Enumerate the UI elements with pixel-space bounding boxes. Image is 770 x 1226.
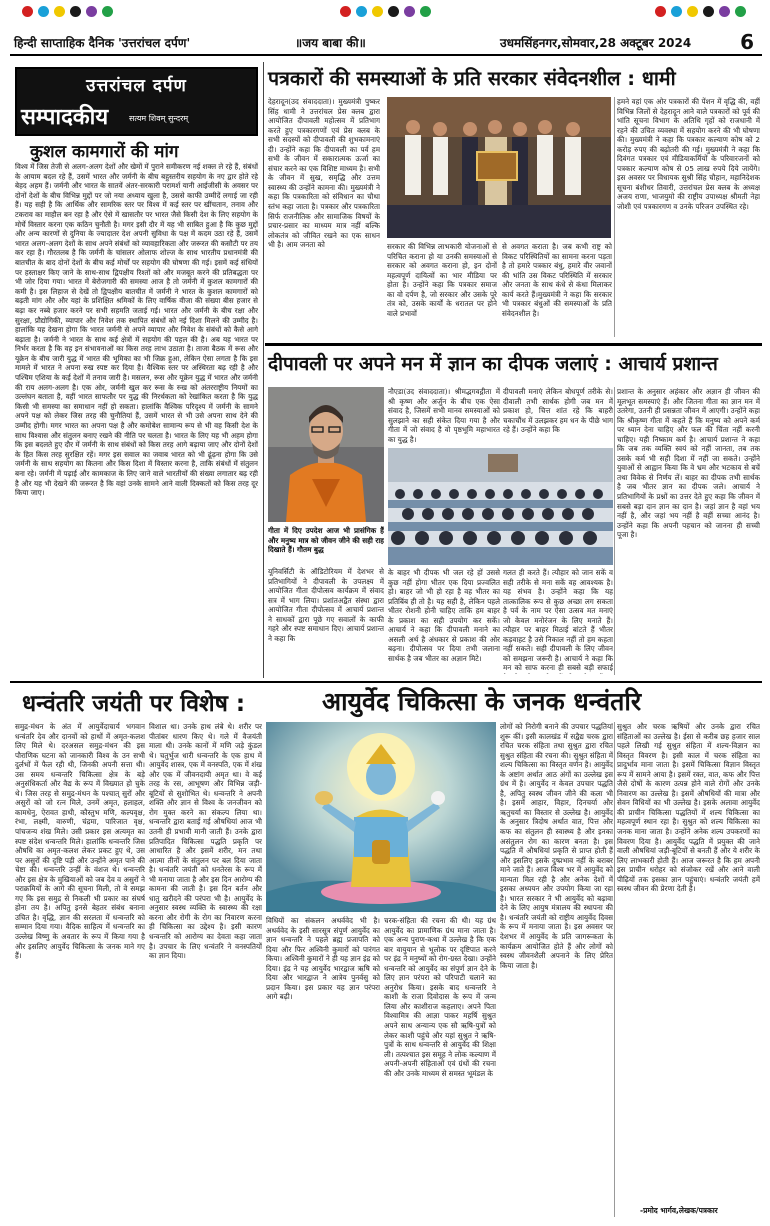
article-dhanvantari-rule — [10, 681, 762, 683]
article-journalists-col3b: से अवगत कराता है। जब कभी राष्ट्र को विकट परिस्थितियों का सामना करना पड़ता है तो हमारे पत्रकार बंधु, हमारे वीर जवानों की भांति उस विकट परिस्थिति में सरकार और जनता के साथ कंधे से कंधा मिलाकर कार्य करते हैं।मुख्यमंत्री ने कहा कि सरकार भी पत्रकार बंधुओं की समस्याओं के प्रति संवेदनशील है। — [502, 242, 612, 318]
registration-dots-right — [655, 6, 746, 17]
article-dhanvantari-headline: आयुर्वेद चिकित्सा के जनक धन्वंतरि — [322, 687, 642, 716]
article-acharya-col2: नौएडा(उद संवाददाता)। श्रीमद्भगवद्गीता में श्री कृष्ण और अर्जुन के बीच एक ऐसा संवाद है, जिसमें सभी मानव समस्याओं को सुलझाने का सही संकेत दिया गया है और गीता में जो संवाद है वो पृष्ठभूमि महाभारत का युद्ध है। — [388, 387, 500, 444]
article-dhanvantari-col1: समुद्र-मंथन के अंत में आयुर्वेदाचार्य भगवान धन्वंतरि देव और दानवों को हाथों में अमृत-कलश लिए मिले थे। दरअसल समुद्र-मंथन की इस पौराणिक घटना को जानकारी विश्व के उन सभी दुर्लभों में फैल रही थी, जिनकी अपनी सत्ता थी। उस समय धन्वन्तरि चिकित्सा क्षेत्र के बड़े अनुसंधिकर्ता और वैद्य के रूप में विख्यात हो चुके थे। जिस तरह से समुद्र-मंथन के पश्चात् सुरों और असुरों को जो रत्न मिले, उनमें अमृत, हलाहल, कामधेनु, ऐरावत हाथी, कौस्तुभ मणि, कल्पवृक्ष, रंभा, लक्ष्मी, वारुणी, चंद्रमा, पारिजात वृक्ष, पांचजन्य शंख मिले। उसी प्रकार इस अत्यमृत का स्पष्ट संदेश धन्वन्तरि मिले। हालांकि धन्वन्तरि जिस औषधि का अमृत-कलश लेकर प्रकट हुए थे, उस पर असुरों की दृष्टि पड़ी और उन्होंने अमृत पाने की चेष्टा की। धन्वन्तरि उन्हीं के वंशज थे। धन्वन्तरि और इस क्षेत्र के मुखियाओं को जब देव व असुरों ने पराक्रमियों के आगे की सूचना मिली, तो वे समझ गए कि इस समुद्र से निकली भी प्रकार का संघर्ष होना तय है। अपितु इनसे बेहतर संबंध बनाना उचित है। वृद्धि, ज्ञान की सरलता में धन्वन्तरि को सम्मान दिया गया। वैदिक साहित्य में धन्वन्तरि का उल्लेख विष्णु के अवतार के रूप में किया गया है और इसलिए आयुर्वेद चिकित्सा के जनक माने गए हैं। — [15, 722, 145, 961]
registration-dots-left — [22, 6, 113, 17]
article-dhanvantari-col2: विशाल था। उनके हाथ लंबे थे। शरीर पर पीतांबर धारण किए थे। गले में वैजयंती माला थी। उनके कानों में मणि जड़े कुंडल थे। चतुर्भुज धारी धन्वन्तरि के एक हाथ में आयुर्वेद शास्त्र, एक में वनस्पति, एक में शंख और एक में जीवनदायी अमृत था। वे कई तरह के रस, आभूषण और विभिन्न जड़ी-बूटियों से सुशोभित थे। धन्वन्तरि ने अपनी शक्ति और ज्ञान से विश्व के जनजीवन को रोग मुक्त करने का संकल्प लिया था। धन्वन्तरि द्वारा बताई गई औषधियां आज भी उतनी ही प्रभावी मानी जाती हैं। उनके द्वारा प्रतिपादित चिकित्सा पद्धति प्रकृति पर आधारित है और इसमें शरीर, मन तथा आत्मा तीनों के संतुलन पर बल दिया जाता है। धन्वंतरि जयंती को धनतेरस के रूप में भी मनाया जाता है और इस दिन आरोग्य की कामना की जाती है। इस दिन बर्तन और धातु खरीदने की परंपरा भी है। आयुर्वेद के अनुसार स्वस्थ व्यक्ति के स्वास्थ्य की रक्षा करना और रोगी के रोग का निवारण करना ही चिकित्सा का उद्देश्य है। इसी कारण धन्वन्तरि को आरोग्य का देवता कहा जाता है। उपचार के लिए धन्वंतरि ने वनस्पतियों का ज्ञान दिया। — [149, 722, 262, 961]
editorial-motto: सत्यम शिवम् सुन्दरम् — [129, 114, 189, 123]
dhanvantari-illustration — [266, 722, 496, 912]
article-acharya-col5: प्रशान्त के अनुसार अहंकार और अज्ञान ही जीवन की मूलभूत समस्याएं हैं। और जितना गीता का ज्ञान मन में उतरेगा, उतनी ही प्रसन्नता जीवन में आएगी। उन्होंने कहा कि श्रीकृष्ण गीता में कहते हैं कि मनुष्य को अपने कर्म पर ध्यान देना चाहिए और फल की चिंता नहीं करनी चाहिए। यही निष्काम कर्म है। आचार्य प्रशान्त ने कहा कि जब तक व्यक्ति स्वयं को नहीं जानता, तब तक उसके कर्म भी सही दिशा में नहीं जा सकते। उन्होंने युवाओं से आह्वान किया कि वे भ्रम और भटकाव से बचें तथा विवेक से निर्णय लें। बाहर का दीपक तभी सार्थक है जब भीतर ज्ञान का दीपक जले। आचार्य ने प्रतिभागियों के प्रश्नों का उत्तर देते हुए कहा कि जीवन में सबसे बड़ा दान ज्ञान का दान है। जहां ज्ञान है वहां भय नहीं है, और जहां भय नहीं है वहीं सच्चा आनंद है। उन्होंने कहा कि अपनी पहचान को जानना ही सच्ची पूजा है। — [617, 387, 760, 540]
column-rule — [614, 722, 615, 1217]
article-dhanvantari-col3: विधियों का संकलन अथर्ववेद भी है। अथर्ववेद के इसी सारसूत्र संपूर्ण आयुर्वेद का ज्ञान धन्वन्तरि ने पहले ब्रह्म प्रजापति को दिया और फिर अश्विनी कुमारों को पारंगत किया। अश्विनी कुमारों ने ही यह ज्ञान इंद्र को दिया। इंद्र ने यह आयुर्वेद भारद्वाज ऋषि को दिया और भारद्वाज ने आत्रेय पुनर्वसु को प्रदान किया। इस प्रकार यह ज्ञान परंपरा आगे बढ़ी। — [266, 916, 380, 1002]
editorial-body: विश्व में जिस तेजी से अलग-अलग देशों और खेमों में पुराने समीकरण नई शक्ल ले रहे हैं, संबंधों के आयाम बदल रहे हैं, उसमें भारत और जर्मनी के बीच बहुस्तरीय सहयोग के नए द्वार होते रहे बेहद अहम हैं। जर्मनी और भारत के सातवें अंतर-सरकारी परामर्श यानी आईजीसी के अवसर पर दोनों देशों के बीच विभिन्न मुद्दों पर जो नया अध्याय खुला है, उससे काफी उम्मीदें लगाई जा रही हैं। यह सही है कि आर्थिक और सामरिक स्तर पर विश्व में कई स्तर पर खींचतान, तनाव और टकराव का माहौल बन रहा है और ऐसे में खासतौर पर भारत जैसे किसी देश के लिए सहयोग के मोर्चे विस्तार करना एक कठिन चुनौती है। मगर इसी दौर में यह भी साबित हुआ है कि कुछ मुद्दों और अन्य कारणों से दुनिया के ज्यादातर देश अपनी सुविधा के पक्ष में कदम उठा रहे हैं, उसमें भारत अलग-अलग देशों के साथ अपने संबंधों को व्यावहारिकता और जरूरत की कसौटी पर तय कर रहा है। गौरतलब है कि जर्मनी के चांसलर ओलाफ शोल्ज के साथ भारतीय प्रधानमंत्री की बातचीत के बाद दोनों देशों के बीच कई मोर्चों पर सहयोग की घोषणा की गई। इसमें कई संधियों पर हस्ताक्षर किए जाने के साथ-साथ द्विपक्षीय रिश्तों को और मजबूत करने की प्रतिबद्धता पर भी जोर दिया गया। भारत में बेरोजगारी की समस्या आज है तो जर्मनी में कुशल कामगारों की कमी है। इस लिहाज से देखें तो द्विपक्षीय बातचीत में जर्मनी ने भारत के कुशल कामगारों को बढ़ती मांग और और यहां के प्रशिक्षित श्रमिकों के लिए वार्षिक वीजा की संख्या बीस हजार से बढ़ा कर नब्बे हजार करने पर सभी सहमति जताई गई। भारत और जर्मनी के बीच रक्षा और सुरक्षा, प्रौद्योगिकी, व्यापार और निवेश तक स्थापित संबंधों को नई दिशा मिलने की उम्मीद है। हालांकि यह देखना होगा कि भारत जर्मनी से अपने व्यापार और निवेश के संबंधों को कैसे आगे बढ़ाता है। जर्मनी ने भारत के साथ कई क्षेत्रों में सहयोग की पहल की है। अब यह भारत पर निर्भर करता है कि वह इन संभावनाओं का किस तरह लाभ उठाता है। ताजा बैठक में रूस और यूक्रेन के बीच जारी युद्ध में भारत की भूमिका का भी जिक्र हुआ, लेकिन ऐसा लगता है कि इस मामले में भारत ने अपना रुख स्पष्ट कर दिया है। वैश्विक स्तर पर अस्थिरता बढ़ रही है और पश्चिम एशिया के कई देशों में तनाव जारी है। मसलन, रूस और यूक्रेन युद्ध में भारत और जर्मनी की राय अलग-अलग है। एक ओर, जर्मनी खुल कर रूस के रुख को अंतरराष्ट्रीय नियमों का उल्लंघन बताता है, वहीं भारत साफतौर पर युद्ध की निरर्थकता को रेखांकित करता है कि युद्ध किसी भी समस्या का समाधान नहीं हो सकता। हालांकि वैश्विक परिदृश्य में जर्मनी के सामने अपने पक्ष को लेकर जिस तरह की चुनौतियां हैं, उसमें भारत से भी उसे अपना साथ देने की उम्मीद होगी। मगर भारत का अपना पक्ष है और कमोबेश सामान्य रूप से भी वह किसी देश के साथ विश्वास और संतुलन बनाए रखने की नीति पर चलता है। भारत के लिए यह भी अहम होगा कि इस बदलते हुए दौर में जर्मनी के साथ संबंधों को किस तरह आगे बढ़ाया जाए और दोनों देशों के हित किस तरह सुरक्षित रहें। मगर इस सवाल का जवाब भारत को भी ढूंढ़ना होगा कि उसे जर्मनी के साथ सहयोग का कितना और किस दिशा में विस्तार करना है, ताकि संबंधों में संतुलन बना रहे। जर्मनी में पढ़ाई और कामकाज के लिए जाने वाले भारतीयों की संख्या लगातार बढ़ रही है और यह भी देखने की जरूरत है कि वहां उनके सामने आने वाली दिक्कतों को किस तरह दूर किया जाए। — [15, 162, 258, 498]
page-number: 6 — [740, 30, 754, 54]
column-rule — [614, 387, 615, 675]
article-journalists-col1: देहरादून(उद संवाददाता)। मुख्यमंत्री पुष्कर सिंह धामी ने उत्तरांचल प्रेस क्लब द्वारा आयोजित दीपावली महोत्सव में प्रतिभाग करते हुए पत्रकारगणों एवं प्रेस क्लब के सभी सदस्यों को दीपावली की शुभकामनाएं दी। उन्होंने कहा कि दीपावली का पर्व हम सभी के जीवन में सकारात्मक ऊर्जा का संचार करने का एक विशिष्ट माध्यम है। सभी के जीवन में सुख, समृद्धि और उत्तम स्वास्थ्य की उन्होंने कामना की। मुख्यमंत्री ने कहा कि पत्रकारिता को संविधान का चौथा स्तंभ कहा जाता है। पत्रकार और पत्रकारिता सिर्फ राजनीतिक और सामाजिक विषयों के प्रचार-प्रसार का माध्यम मात्र नहीं बल्कि लोकतंत्र को जीवित रखने का एक साधन भी है। आम जनता को — [268, 97, 380, 250]
article-journalists-col2b: सरकार की विभिन्न लाभकारी योजनाओं से परिचित कराना हो या उनकी समस्याओं से सरकार को अवगत कराना हो, इन दोनों महत्वपूर्ण दायित्वों का भार मीडिया पर होता है। उन्होंने कहा कि पत्रकार समाज का वो दर्पण है, जो सरकार और उसके पूरे तंत्र को, उसके कार्यों के धरातल पर होने वाले प्रभावों — [387, 242, 497, 318]
masthead-dateline: उधमसिंहनगर,सोमवार,28 अक्टूबर 2024 — [500, 35, 692, 50]
masthead — [10, 30, 762, 56]
article-dhanvantari-headline-lead: धन्वंतरि जयंती पर विशेष : — [22, 691, 246, 717]
column-rule — [614, 97, 615, 337]
editorial-box — [15, 67, 258, 136]
auditorium-photo — [388, 448, 613, 565]
article-dhanvantari-col4: चरक-संहिता की रचना की थी। यह ग्रंथ आयुर्वेद का प्रामाणिक ग्रंथ माना जाता है। एक अन्य पुराण-कथा में उल्लेख है कि एक बार वायुयान से भूलोक पर दृष्टिपात करने पर इंद्र ने मनुष्यों को रोग-ग्रस्त देखा। उन्होंने धन्वन्तरि को आयुर्वेद का संपूर्ण ज्ञान देने के लिए ज्ञान परंपरा को परिपाटी चलाने का अनुरोध किया। इसके बाद धन्वन्तरि ने काशी के राजा दिवोदास के रूप में जन्म लिया और काशीराज कहलाए। अपने पिता विश्वामित्र की आज्ञा पाकर महर्षि सुश्रुत अपने साथ अन्यान्य एक सौ ऋषि-पुत्रों को लेकर काशी पहुंचे और यहां सुश्रुत ने ऋषि-पुत्रों के साथ धन्वन्तरि से आयुर्वेद की शिक्षा ली। तत्पश्चात इस समूह ने लोक कल्याण में अपनी-अपनी संहिताओं एवं ग्रंथों की रचना की और उनके माध्यम से समस्त भूमंडल के — [384, 916, 496, 1078]
article-journalists-col4: हमने वहां एक ओर पत्रकारों की पेंशन में वृद्धि की, वहीं विभिन्न जिलों से देहरादून आने वाले पत्रकारों को पूर्व की भांति सूचना विभाग के अतिथि गृहों को राजधानी में रहने की उचित व्यवस्था में सहयोग करने की भी घोषणा की। मुख्यमंत्री ने कहा कि पत्रकार कल्याण कोष को 2 करोड़ रुपए की बढ़ोतरी की गई। मुख्यमंत्री ने कहा कि दिवंगत पत्रकार एवं मीडियाकर्मियों के परिवारजनों को पत्रकार कल्याण कोष से 05 लाख रुपये दिये जायेंगे। इस अवसर पर विधायक सुश्री सिंह चौहान, महानिदेशक सूचना बंशीधर तिवारी, उत्तरांचल प्रेस क्लब के अध्यक्ष अजय राणा, भाजयुमो की राष्ट्रीय उपाध्यक्ष श्रीमती नेहा जोशी एवं पत्रकारगण व उनके परिजन उपस्थित रहे। — [617, 97, 760, 212]
editorial-title: कुशल कामगारों की मांग — [30, 142, 179, 162]
editorial-brand: उत्तरांचल दर्पण — [86, 76, 187, 96]
article-journalists-headline: पत्रकारों की समस्याओं के प्रति सरकार संवेदनशील : धामी — [268, 67, 676, 90]
masthead-slogan: ॥जय बाबा की॥ — [295, 35, 366, 50]
article-acharya-headline: दीपावली पर अपने मन में ज्ञान का दीपक जलाएं : आचार्य प्रशान्त — [268, 353, 718, 375]
article-dhanvantari-col6: सुश्रुत और चरक ऋषियों और उनके द्वारा रचित संहिताओं का उल्लेख है। ईसा से करीब छह हजार साल पहले लिखी गई सुश्रुत संहिता में शल्य-विज्ञान का विस्तृत विवरण है। इसी काल में चरक संहिता का प्रादुर्भाव माना जाता है। इसमें चिकित्सा विज्ञान विस्तृत रूप में सामने आया है। इसमें रक्त, वात, कफ और पित्त जैसे दोषों के कारण उत्पन्न होने वाले रोगों और उनके निवारण का उल्लेख है। इसमें औषधियों की मात्रा और सेवन विधियों का भी उल्लेख है। इसके अलावा आयुर्वेद की प्राचीन चिकित्सा पद्धतियों में शल्य चिकित्सा का महत्वपूर्ण स्थान रहा है। सुश्रुत को शल्य चिकित्सा का जनक माना जाता है। उन्होंने अनेक शल्य उपकरणों का विवरण दिया है। आयुर्वेद पद्धति में प्रयुक्त की जाने वाली औषधियां जड़ी-बूटियों से बनती हैं और ये शरीर के लिए लाभकारी होती हैं। आज जरूरत है कि हम अपनी इस प्राचीन धरोहर को संजोकर रखें और आने वाली पीढ़ियों तक इसका ज्ञान पहुंचाएं। धन्वंतरि जयंती हमें स्वस्थ जीवन की प्रेरणा देती है। — [617, 722, 760, 894]
press-club-photo — [387, 97, 611, 238]
article-acharya-headline-bar — [265, 343, 762, 346]
article-dhanvantari-col5: लोगों को निरोगी बनाने की उपचार पद्धतियां शुरू कीं। इसी कालखंड में सद्वैद्य चरक द्वारा रचित चरक संहिता तथा सुश्रुत द्वारा रचित सुश्रुत संहिता की रचना की। सुश्रुत संहिता में शल्य चिकित्सा का विस्तृत वर्णन है। आयुर्वेद के अष्टांग अर्थात आठ अंगों का उल्लेख इस ग्रंथ में है। आयुर्वेद न केवल उपचार पद्धति है, अपितु स्वस्थ जीवन जीने की कला भी है। इसमें आहार, विहार, दिनचर्या और ऋतुचर्या का विस्तार से उल्लेख है। आयुर्वेद के अनुसार त्रिदोष अर्थात वात, पित्त और कफ का संतुलन ही स्वास्थ्य है और इनका असंतुलन रोग का कारण बनता है। इस पद्धति में औषधियां प्रकृति से प्राप्त होती हैं और इसलिए इसके दुष्प्रभाव नहीं के बराबर माने जाते हैं। आज विश्व भर में आयुर्वेद को मान्यता मिल रही है और अनेक देशों में इसका अध्ययन और उपयोग किया जा रहा है। भारत सरकार ने भी आयुर्वेद को बढ़ावा देने के लिए आयुष मंत्रालय की स्थापना की है। धन्वंतरि जयंती को राष्ट्रीय आयुर्वेद दिवस के रूप में मनाया जाता है। इस अवसर पर देशभर में आयुर्वेद के प्रति जागरूकता के कार्यक्रम आयोजित होते हैं और लोगों को स्वस्थ जीवनशैली अपनाने के लिए प्रेरित किया जाता है। — [500, 722, 613, 970]
editorial-section-title: सम्पादकीय — [21, 105, 109, 130]
acharya-photo-caption: गीता में दिए उपदेश आज भी प्रासंगिक हैं और मनुष्य मात्र को जीवन जीने की सही राह दिखाते हैं। गौतम बुद्ध — [268, 526, 384, 555]
article-acharya-col3b: के बाहर भी दीपक भी जल रहे हों उससे कुछ नहीं होगा भीतर एक दिया प्रज्वलित हो। बाहर जो भी हो रहा है वह भीतर का प्रतिबिंब ही तो है। यह सही है, लेकिन पहले भीतर रोशनी होनी चाहिए ताकि हम बाहर के प्रकाश का सही उपयोग कर सकें। आचार्य ने कहा कि दीपावली मनाने का असली अर्थ है अंधकार से प्रकाश की ओर बढ़ना। दीपोत्सव पर दिया तभी जलाना सार्थक है जब भीतर का अज्ञान मिटे। — [388, 568, 500, 663]
article-acharya-col4b: गलत ही करते हैं। त्यौहार को जान सकें व सही तरीके से मना सकें वह आवश्यक है। यह संभव है। उन्होंने कहा कि यह तात्कालिक रूप से कुछ अच्छा लग सकता है पर्व के नाम पर ऐसा उत्सव मत मनाएं जो केवल मनोरंजन के लिए मनाते हैं। त्यौहार पर बाहर मिठाई बांटते हैं भीतर कड़वाहट है उसे निकाल नहीं तो हम कहता नहीं सकते। सही दीपावली के लिए जीवन को समझना जरूरी है। आचार्य ने कहा कि मन को साफ करना ही सबसे बड़ी सफाई — [503, 568, 613, 673]
masthead-paper-name: हिन्दी साप्ताहिक दैनिक 'उत्तरांचल दर्पण' — [14, 35, 191, 50]
article-acharya-col3: दीपावली मनाएं लेकिन बोधपूर्ण तरीके से। दीवाली तभी सार्थक होगी जब मन में प्रकाश हो, चित्त शांत रहे कि बाहरी चकाचौंध में उलझकर हम धन के पीछे भाग रहे हैं। उन्होंने कहा कि — [503, 387, 613, 435]
article-dhanvantari-byline: -प्रमोद भार्गव,लेखक/पत्रकार — [640, 1206, 718, 1215]
article-acharya-col1b: यूनिवर्सिटी के ऑडिटोरियम में देशभर से प्रतिभागियों ने दीपावली के उपलक्ष्य में आयोजित गीता दीपोत्सव कार्यक्रम में संवाद सत्र में भाग लिया। प्रशांतअद्वैत संस्था द्वारा आयोजित गीता दीपोत्सव में आचार्य प्रशान्त ने साधकों द्वारा पूछे गए सवालों के काफी गहरे और स्पष्ट समाधान दिए। आचार्य प्रशान्त ने कहा कि — [268, 567, 384, 643]
acharya-photo — [268, 387, 384, 522]
registration-dots-center — [340, 6, 431, 17]
column-rule — [263, 62, 264, 678]
